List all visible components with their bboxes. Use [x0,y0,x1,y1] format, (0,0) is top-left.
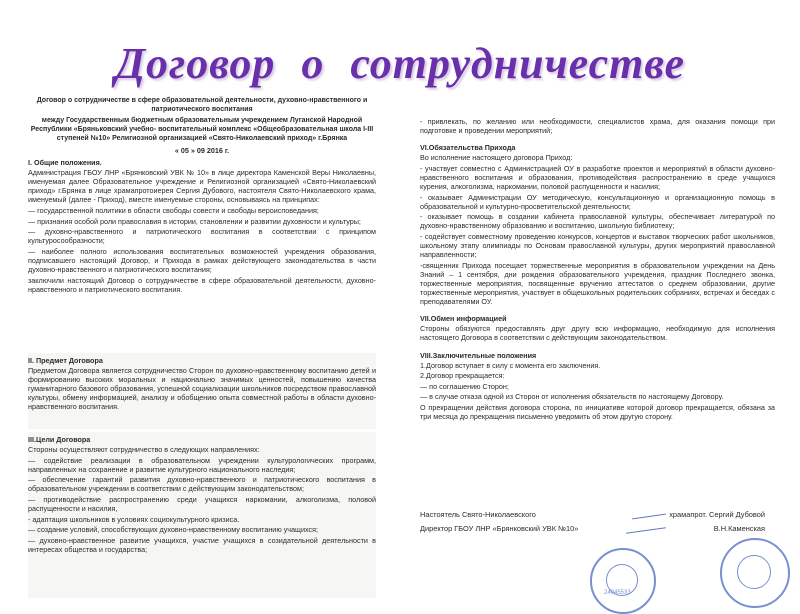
section-1-para: заключили настоящий Договор о сотрудничестве в сфере образовательной деятельности, духовно-нравственного и патриотического воспитания. [28,275,376,294]
left-page-section-2 [28,353,376,429]
section-6-para: - содействует совместному проведению конкурсов, концертов и выставок творческих работ школьников, школьному этапу олимпиады по Основам православной культуры, других мероприятий православной направленности; [420,232,775,260]
section-1-para: Администрация ГБОУ ЛНР «Брянковский УВК № 10» в лице директора Каменской Веры Николаевны, именуемая далее Образовательное учреждение и Религиозной организацией «Свято-Николаевский приход» г.Брянка в лице храмапротоиерея Сергия Дубового, настоятеля Свято-Николаевского храма, именуемый (далее - Приход), вместе именуемые стороны, основываясь на принципах: [28,168,376,205]
section-3-para: — содействие реализации в образовательном учреждении культурологических программ, направленных на сохранение и развитие культурного национального наследия; [28,455,376,474]
section-7-title: VII.Обмен информацией [420,314,507,324]
section-8-para: О прекращении действия договора сторона, по инициативе которой договор прекращается, обязана за три месяца до прекращения письменно уведомить об этом другую сторону. [420,403,775,422]
section-3-para: - адаптация школьников в условиях социокультурного кризиса. [28,514,240,524]
contract-heading: Договор о сотрудничестве в сфере образовательной деятельности, духовно-нравственного и патриотического воспитания [36,97,368,114]
section-3-para: — обеспечение гарантий развития духовно-нравственного и патриотического воспитания в образовательном учреждении в соответствии с действующим законодательством; [28,475,376,494]
section-6-para: - участвует совместно с Администрацией ОУ в разработке проектов и мероприятий в области духовно-нравственного воспитания и образования, противодействия распространению в среде учащихся курения, алкоголизма, наркомании, половой распущенности и насилия; [420,163,775,192]
section-8-para: — по соглашению Сторон; [420,381,509,391]
section-1-para: — наиболее полного использования воспитательных возможностей учреждения образования, подписавшего настоящий Договор, и Прихода в рамках действующего законодательства в части духовно-нравственного и патриотического воспитания; [28,246,376,275]
contract-date: « 05 » 09 2016 г. [174,145,230,155]
right-page [420,117,775,544]
section-6-para: - оказывает Администрации ОУ методическую, консультационную и организационную помощь в образовательной и культурно-просветительской деятельности; [420,192,775,211]
slide-title: Договор о сотрудничестве [114,39,686,88]
stamp-number: 24045533 [604,590,631,596]
section-8-para: 2.Договор прекращается: [420,371,505,381]
section-2-title: II. Предмет Договора [28,356,103,365]
left-page-section-1 [28,96,376,352]
section-6-para: Во исполнение настоящего договора Приход: [420,153,573,163]
church-seal-stamp [590,548,656,614]
rector-label: Настоятель Свято-Николаевского [420,510,536,519]
right-intro-para: - привлекать, по желанию или необходимости, специалистов храма, для оказания помощи при подготовке и проведении мероприятий; [420,117,775,136]
section-1-para: — признания особой роли православия в истории, становлении и развитии духовности и культуры; [28,216,361,226]
school-seal-stamp [720,538,790,608]
section-6-title: VI.Обязательства Прихода [420,143,516,153]
section-1-title: I. Общие положения. [28,158,102,168]
section-8-para: 1.Договор вступает в силу с момента его заключения. [420,360,601,370]
section-8-para: — в случае отказа одной из Сторон от исполнения обязательств по настоящему Договору. [420,392,724,402]
section-3-para: Стороны осуществляют сотрудничество в следующих направлениях: [28,445,260,455]
left-page-section-3 [28,432,376,598]
director-name: В.Н.Каменская [713,524,765,533]
section-1-para: — государственной политики в области свободы совести и свободы вероисповедания; [28,206,319,216]
section-6-para: - оказывает помощь в создании кабинета православной культуры, обеспечивает литературой по духовно-нравственному образованию и воспитанию, школьную библиотеку; [420,212,775,231]
director-label: Директор ГБОУ ЛНР «Брянковский УВК №10» [420,524,579,533]
contract-parties: между Государственным бюджетным образовательным учреждением Луганской Народной Республики «Бряньковский учебно- воспитательный комплекс «Общеобразовательная школа I-III ступеней №10» Религиозной организацией «Свято-Николаевский приход» г.Брянка [30,116,374,142]
section-2-para: Предметом Договора является сотрудничество Сторон по духовно-нравственному воспитанию детей и формированию высоких моральных и национально значимых ценностей, повышению качества гуманитарного базового образования, успешной социализации школьников посредством православной культуры, обмену информацией, анализу и обобщению опыта совместной работы в области духовно-нравственного воспитания. [28,366,376,412]
section-3-para: — противодействие распространению среди учащихся наркомании, алкоголизма, половой распущенности и насилия, [28,495,376,514]
section-3-para: — духовно-нравственное развитие учащихся, участие учащихся в созидательной деятельности в интересах общества и государства; [28,535,376,555]
section-1-para: — духовно-нравственного и патриотического воспитания в соответствии с принципом культуросообразности; [28,227,376,246]
section-6-para: -священник Прихода посещает торжественные мероприятия в образовательном учреждении на День Знаний – 1 сентября, дни рождения образовательного учреждения, праздник Последнего звонка, торжественные мероприятия, посвященные вручению аттестатов о среднем образовании, другие торжественные мероприятия, участвует в общешкольных родительских собраниях, встречах и беседах с преподавателями ОУ. [420,260,775,307]
rector-name: храмапрот. Сергий Дубовой [669,510,765,519]
section-7-para: Стороны обязуются предоставлять друг другу всю информацию, необходимую для исполнения настоящего Договора в соответствии с действующим законодательством. [420,324,775,343]
section-3-title: III.Цели Договора [28,435,91,444]
section-8-title: VIII.Заключительные положения [420,350,537,360]
section-3-para: — создание условий, способствующих духовно-нравственному воспитанию учащихся; [28,525,318,535]
